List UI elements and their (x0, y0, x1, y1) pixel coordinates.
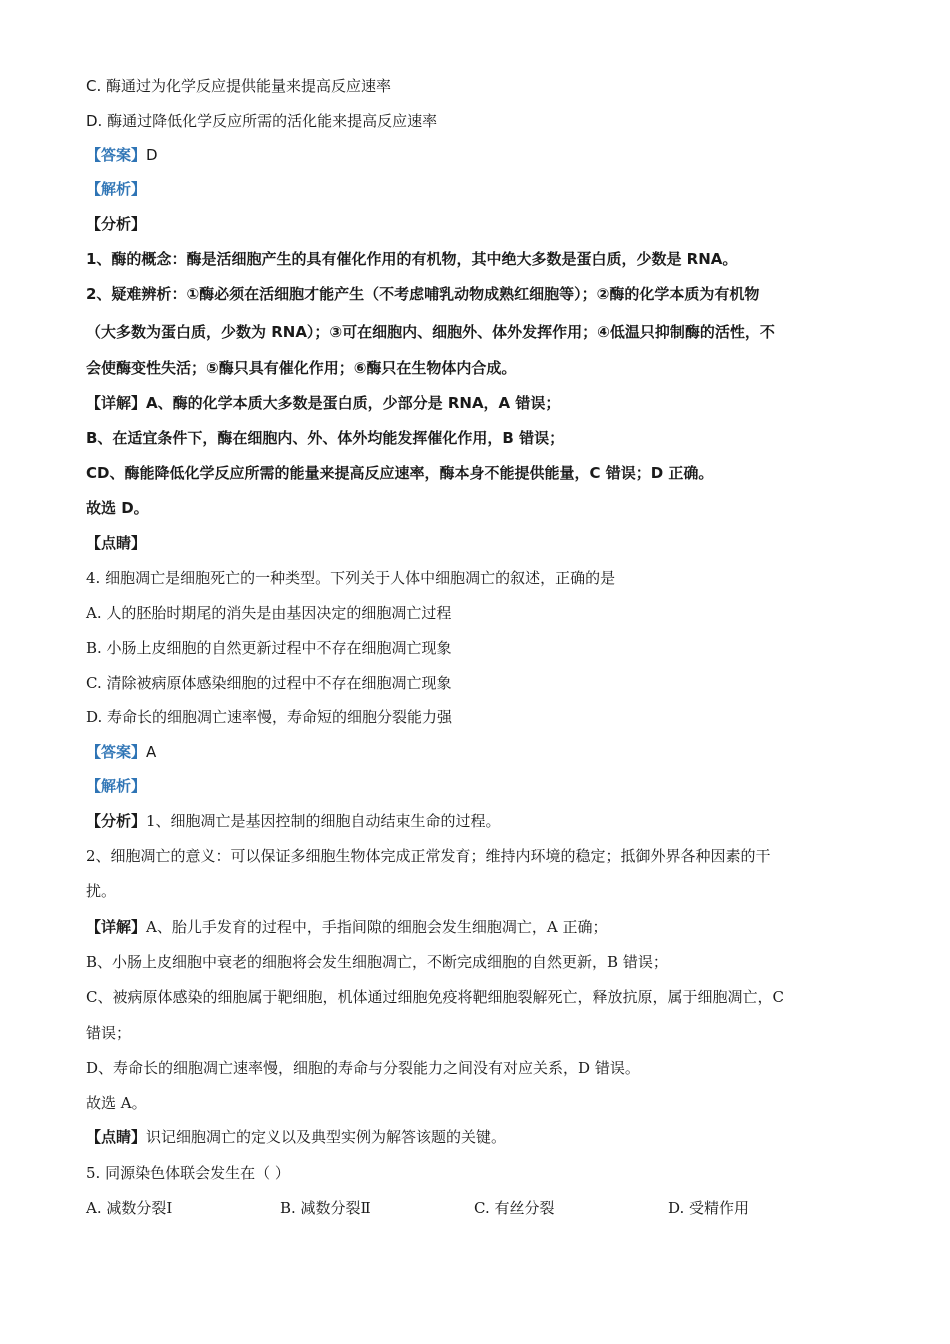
q3-option-d: D. 酶通过降低化学反应所需的活化能来提高反应速率 (86, 112, 438, 130)
q5-option-b: B. 减数分裂Ⅱ (280, 1199, 371, 1217)
q3-answer (86, 145, 890, 165)
q4-fenxi-line-2b: 扰。 (86, 882, 117, 900)
q4-answer (86, 742, 890, 762)
q3-detail-a (86, 393, 890, 413)
q4-fenxi-line-2a: 2、细胞凋亡的意义：可以保证多细胞生物体完成正常发育；维持内环境的稳定；抵御外界各种因素的干 (86, 847, 771, 865)
q4-option-b: B. 小肠上皮细胞的自然更新过程中不存在细胞凋亡现象 (86, 639, 452, 657)
q3-fenxi-line-2c: 会使酶变性失活；⑤酶只具有催化作用；⑥酶只在生物体内合成。 (86, 359, 517, 377)
q5-option-d: D. 受精作用 (668, 1199, 750, 1217)
q4-option-d: D. 寿命长的细胞凋亡速率慢，寿命短的细胞分裂能力强 (86, 708, 453, 726)
q4-detail-b: B、小肠上皮细胞中衰老的细胞将会发生细胞凋亡，不断完成细胞的自然更新，B 错误； (86, 953, 668, 971)
fenxi-tag: 【分析】 (86, 812, 147, 830)
q4-choose: 故选 A。 (86, 1094, 147, 1112)
q3-analysis-heading (86, 179, 890, 199)
answer-value: D (146, 146, 158, 164)
detail-tag: 【详解】 (86, 394, 147, 412)
q5-option-a: A. 减数分裂Ⅰ (86, 1199, 173, 1217)
q5-option-c: C. 有丝分裂 (474, 1199, 555, 1217)
q5-stem: 5. 同源染色体联会发生在（ ） (86, 1164, 290, 1182)
q4-detail-c2: 错误； (86, 1024, 132, 1042)
q4-detail-a (86, 917, 890, 937)
analysis-tag: 【解析】 (86, 777, 147, 795)
fenxi-text: 1、细胞凋亡是基因控制的细胞自动结束生命的过程。 (146, 812, 501, 830)
q3-choose: 故选 D。 (86, 499, 149, 517)
answer-value: A (146, 743, 157, 761)
q4-stem: 4. 细胞凋亡是细胞死亡的一种类型。下列关于人体中细胞凋亡的叙述，正确的是 (86, 569, 616, 587)
analysis-tag: 【解析】 (86, 180, 147, 198)
q3-detail-cd: CD、酶能降低化学反应所需的能量来提高反应速率，酶本身不能提供能量，C 错误；D 正确。 (86, 464, 714, 482)
q3-fenxi-line-1: 1、酶的概念：酶是活细胞产生的具有催化作用的有机物，其中绝大多数是蛋白质，少数是 RNA。 (86, 250, 738, 268)
q3-fenxi-line-2b: （大多数为蛋白质，少数为 RNA）；③可在细胞内、细胞外、体外发挥作用；④低温只抑制酶的活性，不 (86, 323, 775, 341)
q3-dianjing-heading: 【点睛】 (86, 534, 147, 552)
q4-detail-c1: C、被病原体感染的细胞属于靶细胞，机体通过细胞免疫将靶细胞裂解死亡，释放抗原，属于细胞凋亡，C (86, 988, 784, 1006)
q3-detail-b: B、在适宜条件下，酶在细胞内、外、体外均能发挥催化作用，B 错误； (86, 429, 565, 447)
answer-tag: 【答案】 (86, 146, 147, 164)
detail-tag: 【详解】 (86, 918, 147, 936)
answer-tag: 【答案】 (86, 743, 147, 761)
dianjing-tag: 【点睛】 (86, 1128, 147, 1146)
q4-option-c: C. 清除被病原体感染细胞的过程中不存在细胞凋亡现象 (86, 674, 452, 692)
q3-option-c: C. 酶通过为化学反应提供能量来提高反应速率 (86, 77, 392, 95)
detail-text: A、酶的化学本质大多数是蛋白质，少部分是 RNA，A 错误； (146, 394, 561, 412)
dianjing-text: 识记细胞凋亡的定义以及典型实例为解答该题的关键。 (146, 1128, 507, 1146)
q4-option-a: A. 人的胚胎时期尾的消失是由基因决定的细胞凋亡过程 (86, 604, 452, 622)
q4-analysis-heading (86, 776, 890, 796)
q3-fenxi-heading: 【分析】 (86, 215, 147, 233)
q4-dianjing (86, 1127, 890, 1147)
q3-fenxi-line-2a: 2、疑难辨析：①酶必须在活细胞才能产生（不考虑哺乳动物成熟红细胞等）；②酶的化学本质为有机物 (86, 285, 760, 303)
q4-fenxi-line-1 (86, 811, 890, 831)
detail-text: A、胎儿手发育的过程中，手指间隙的细胞会发生细胞凋亡，A 正确； (146, 918, 608, 936)
q4-detail-d: D、寿命长的细胞凋亡速率慢，细胞的寿命与分裂能力之间没有对应关系，D 错误。 (86, 1059, 640, 1077)
